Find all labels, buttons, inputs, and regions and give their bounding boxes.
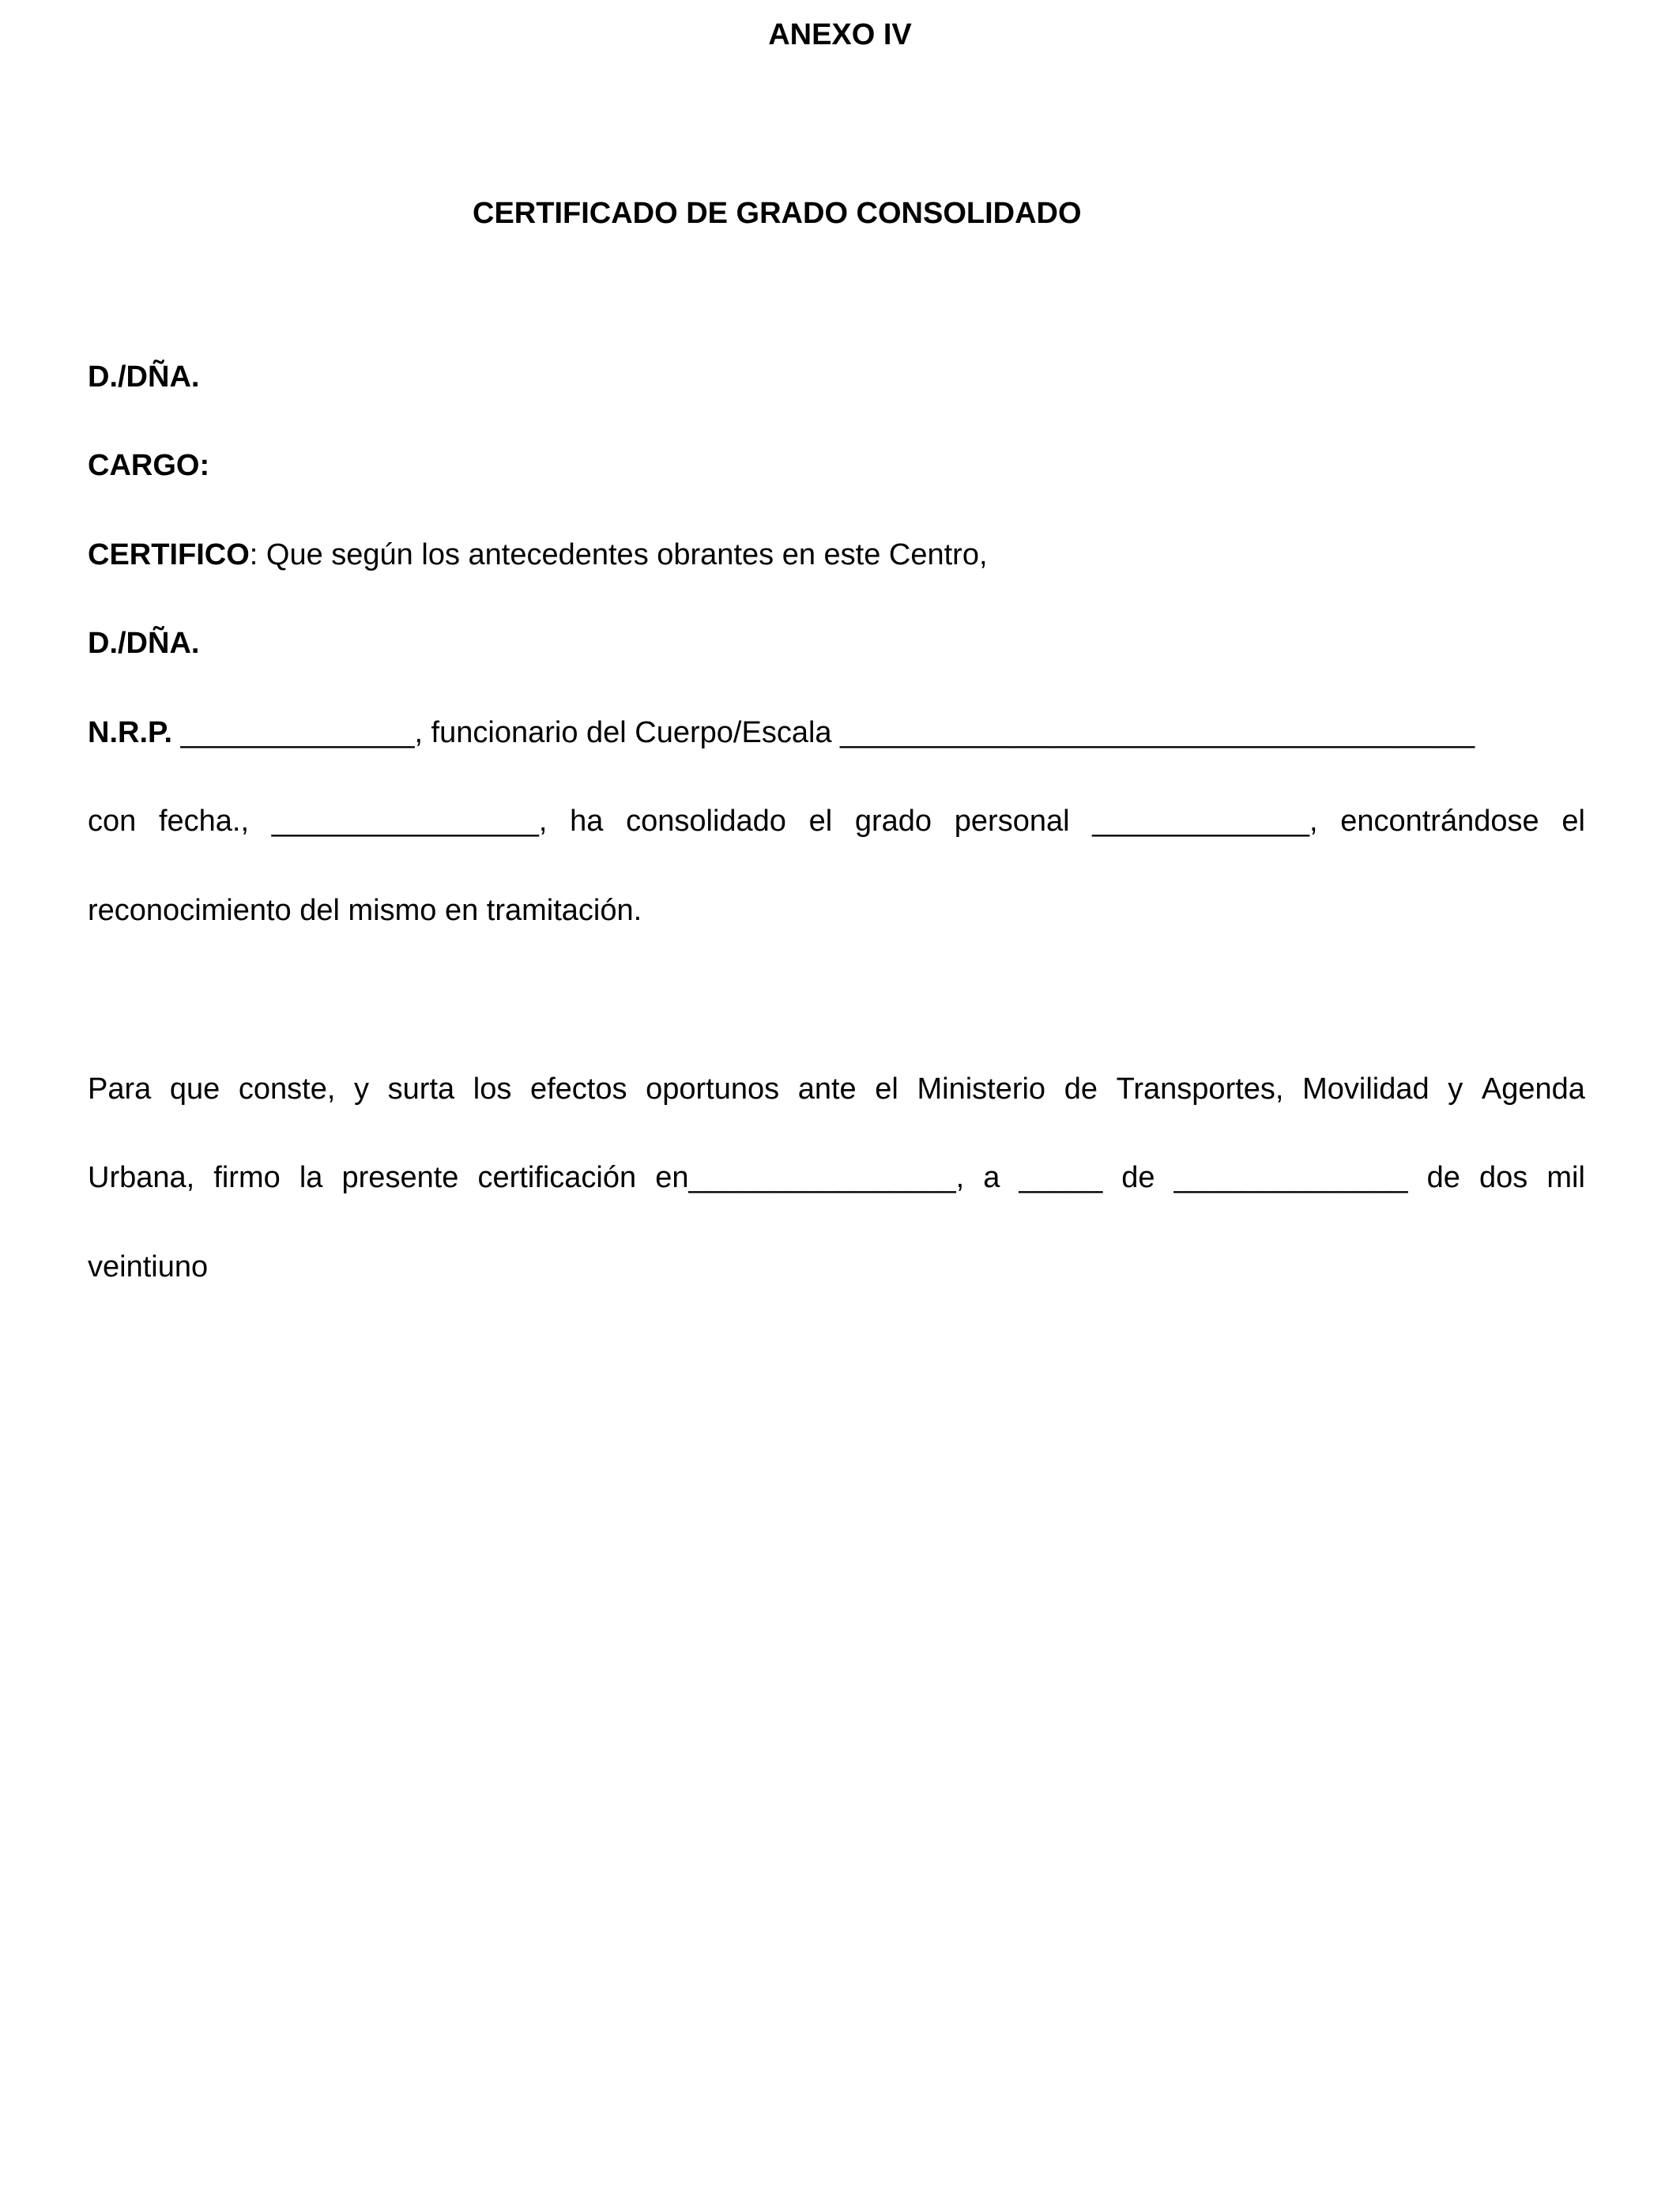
word: Urbana, — [88, 1161, 195, 1194]
certifico-label: CERTIFICO — [88, 538, 250, 571]
word: dos — [1479, 1161, 1528, 1194]
certifico-text: : Que según los antecedentes obrantes en este Centro, — [249, 538, 988, 571]
word: personal — [954, 805, 1070, 838]
word: Transportes, — [1116, 1072, 1284, 1106]
nrp-line — [88, 715, 1475, 752]
word: firmo — [213, 1161, 281, 1194]
fecha-line — [88, 804, 1585, 840]
word: ha — [570, 805, 604, 838]
word: de — [1426, 1161, 1460, 1194]
nrp-rest: ______________, funcionario del Cuerpo/Escala ______________________________________ — [172, 716, 1475, 749]
word: fecha., — [158, 805, 250, 838]
name-field-label: D./DÑA. — [88, 360, 200, 394]
word: Ministerio — [917, 1072, 1046, 1106]
word: que — [169, 1072, 220, 1106]
cargo-field-label: CARGO: — [88, 449, 210, 482]
word: grado — [854, 805, 932, 838]
word: de — [1121, 1161, 1155, 1194]
word: oportunos — [646, 1072, 780, 1106]
month-blank: ______________ — [1173, 1161, 1408, 1194]
word: a — [983, 1161, 1000, 1194]
day-blank: _____ — [1019, 1161, 1103, 1194]
word: surta — [387, 1072, 455, 1106]
word: la — [299, 1161, 323, 1194]
word: ante — [797, 1072, 857, 1106]
nrp-label: N.R.P. — [88, 716, 173, 749]
word: mil — [1546, 1161, 1585, 1194]
urbana-line — [88, 1160, 1585, 1197]
word: y — [1448, 1072, 1463, 1106]
word: presente — [341, 1161, 459, 1194]
name-field-label-2: D./DÑA. — [88, 627, 200, 660]
word: efectos — [529, 1072, 627, 1106]
word: los — [473, 1072, 512, 1106]
word: y — [354, 1072, 370, 1106]
word: el — [1561, 805, 1585, 838]
certifico-paragraph — [88, 537, 988, 574]
reconocimiento-line: reconocimiento del mismo en tramitación. — [88, 894, 642, 927]
word: certificación — [477, 1161, 637, 1194]
para-line — [88, 1072, 1585, 1108]
word: consolidado — [626, 805, 786, 838]
place-blank: en________________, — [655, 1161, 965, 1194]
veintiuno-line: veintiuno — [88, 1250, 209, 1284]
word: con — [88, 805, 137, 838]
word: Agenda — [1481, 1072, 1585, 1106]
date-blank: ________________, — [271, 805, 548, 838]
word: Para — [88, 1072, 152, 1106]
word: conste, — [238, 1072, 336, 1106]
word: encontrándose — [1340, 805, 1539, 838]
word: el — [875, 1072, 898, 1106]
annex-title: ANEXO IV — [768, 18, 912, 51]
grade-blank: _____________, — [1092, 805, 1318, 838]
word: el — [808, 805, 833, 838]
word: de — [1064, 1072, 1098, 1106]
word: Movilidad — [1302, 1072, 1430, 1106]
certificate-title: CERTIFICADO DE GRADO CONSOLIDADO — [473, 197, 1082, 230]
